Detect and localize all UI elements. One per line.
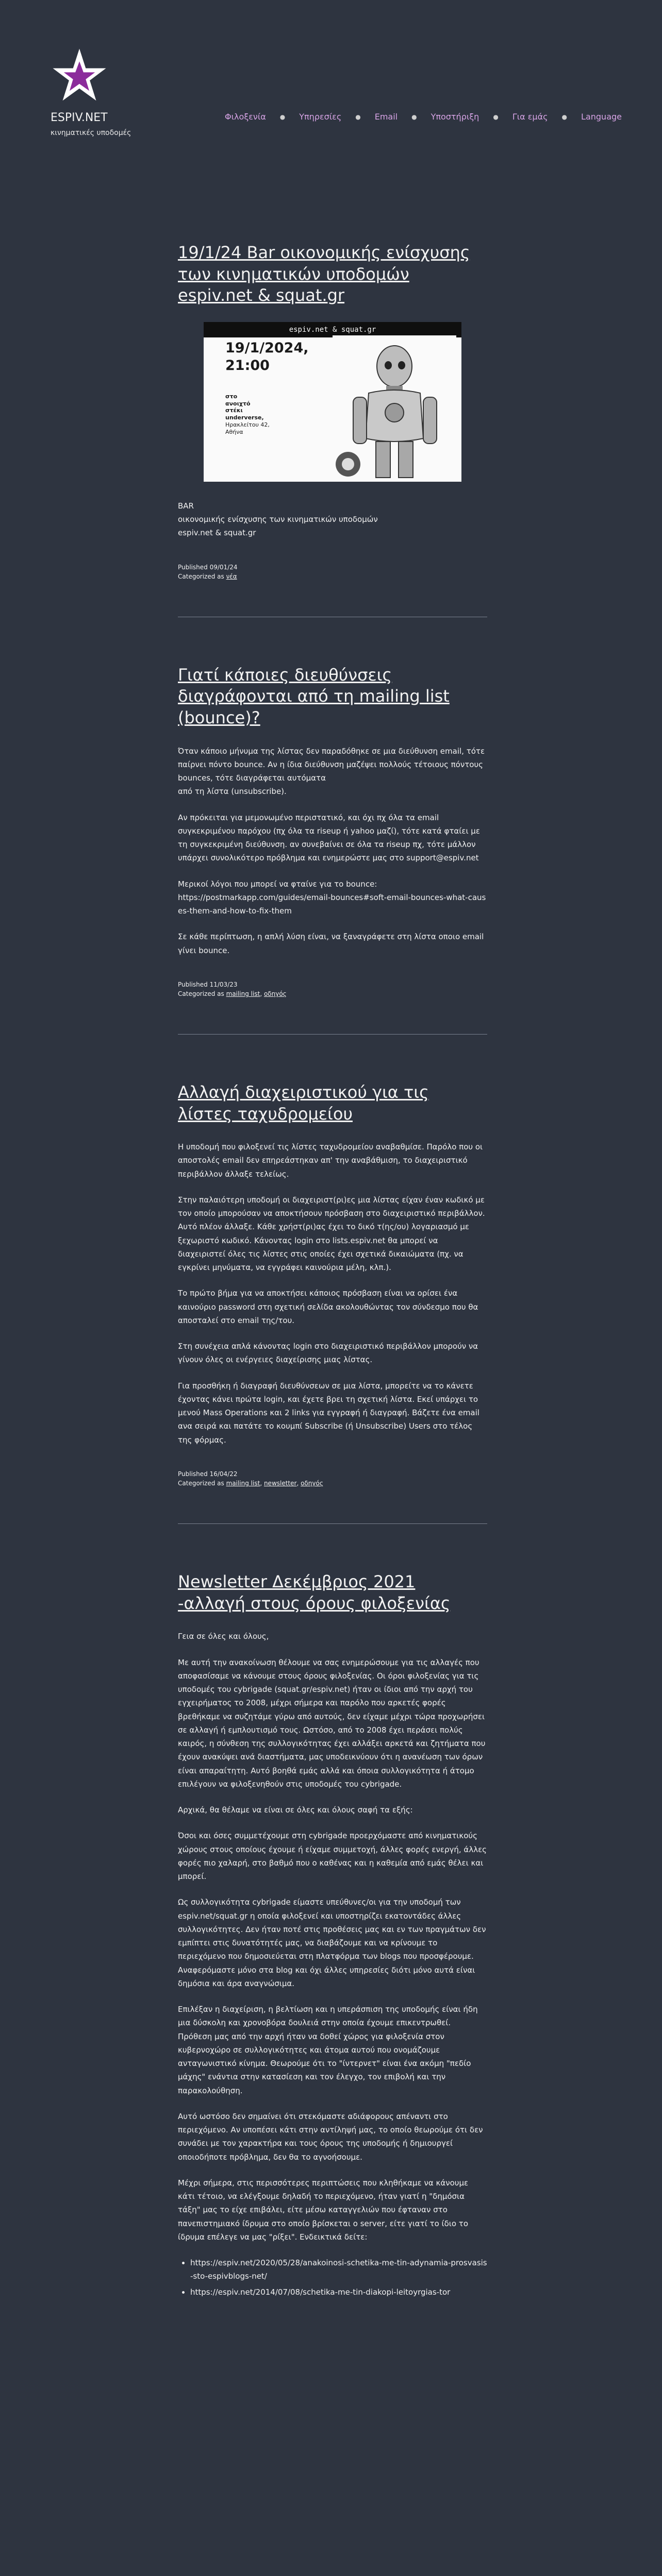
post-published-date: Published 09/01/24 [178, 563, 238, 571]
nav-separator-dot: ● [279, 113, 286, 121]
post-paragraph: Όσοι και όσες συμμετέχουμε στη cybrigade προερχόμαστε από κινηματικούς χώρους στους οποίους έχουμε ή είχαμε συμμετοχή, άλλες φορές ενεργή, άλλες φορές πιο χαλαρή, στο βαθμό που ο καθένας και η καθεμία από εμάς θέλει και μπορεί. [178, 1831, 487, 1881]
post-paragraph: Επιλέξαν η διαχείριση, η βελτίωση και η υπεράσπιση της υποδομής είναι ήδη μια δύσκολη και χρονοβόρα δουλειά στην οποία έχουμε επικεντρωθεί. Πρόθεση μας από την αρχή ήταν να δοθεί χώρος για φιλοξενία στον κυβερνοχώρο σε συλλογικότητες και άτομα αυτού που ονομάζουμε ανταγωνιστικό κίνημα. Θεωρούμε ότι το "ίντερνετ" είναι ένα ακόμη "πεδίο μάχης" ενάντια στην κατασίεση και τον έλεγχο, τον επιβολή και την παρακολούθηση. [178, 2005, 478, 2095]
bounce-guide-link[interactable]: https://postmarkapp.com/guides/email-bounces#soft-email-bounces-what-causes-them-and-how-to-fix-them [178, 892, 486, 916]
post-paragraph: Γεια σε όλες και όλους, [178, 1632, 269, 1641]
post-paragraph: BAR οικονομικής ενίσχυσης των κινηματικών υποδομών espiv.net & squat.gr [178, 501, 378, 538]
poster-detail-line: underverse, [225, 414, 264, 421]
site-header [0, 0, 662, 144]
nav-separator-dot: ● [561, 113, 568, 121]
nav-separator-dot: ● [355, 113, 361, 121]
post-divider [178, 1034, 487, 1035]
event-poster-image [204, 322, 461, 482]
list-item [190, 2256, 487, 2283]
post-paragraph: Μέχρι σήμερα, στις περισσότερες περιπτώσεις που κληθήκαμε να κάνουμε κάτι τέτοιο, να ελέγξουμε δηλαδή το περιεχόμενο, ήταν γιατί η "δημόσια τάξη" μας το είχε επιβάλει, είτε μέσω καταγγελιών που έφταναν στο πανεπιστημιακό ίδρυμα στο οποίο βρίσκεται ο server, είτε γιατί το ίδιο το ίδρυμα επέλεγε να μας "ρίξει". Ενδεικτικά δείτε: [178, 2178, 469, 2242]
poster-time: 21:00 [225, 357, 270, 374]
post [178, 242, 487, 582]
post-title-link[interactable]: Γιατί κάποιες διευθύνσεις διαγράφονται από τη mailing list (bounce)? [178, 665, 450, 727]
nav-item-email[interactable]: Email [374, 112, 398, 122]
post-title-link[interactable]: 19/1/24 Bar οικονομικής ενίσχυσης των κινηματικών υποδομών espiv.net & squat.gr [178, 243, 470, 306]
main-nav [142, 110, 622, 124]
post-title-link[interactable]: Newsletter Δεκέμβριος 2021 -αλλαγή στους όρους φιλοξενίας [178, 1572, 451, 1613]
categorized-label: Categorized as [178, 573, 224, 581]
post-paragraph: Με αυτή την ανακοίνωση θέλουμε να σας ενημερώσουμε για τις αλλαγές που αποφασίσαμε να κάνουμε στους όρους φιλοξενίας. Οι όροι φιλοξενίας για τις υποδομές του cybrigade (squat.gr/espiv.net) ήταν οι ίδιοι από την αρχή του εγχειρήματος το 2008, μέχρι σήμερα και παρόλο που αρκετές φορές βρεθήκαμε να συζητάμε γύρω από αυτούς, δεν είχαμε μέχρι τώρα προχωρήσει σε αλλαγή ή εμπλουτισμό τους. Ωστόσο, από το 2008 έχει περάσει πολύς καιρός, η σύνθεση της συλλογικότητας έχει αλλάξει αρκετά και ζητήματα που έχουν ανακύψει ανά διαστήματα, μας υποδεικνύουν ότι η ανανέωση των όρων είναι απαραίτητη. Αυτό βοηθά εμάς αλλά και όποια συλλογικότητα ή άτομο επιλέγουν να φιλοξενηθούν στις υποδομές του cybrigade. [178, 1657, 486, 1789]
post-paragraph: Ως συλλογικότητα cybrigade είμαστε υπεύθυνες/οι για την υποδομή των espiv.net/squat.gr η οποία φιλοξενεί και υποστηρίζει εκατοντάδες άλλες συλλογικότητες. Δεν ήταν ποτέ στις προθέσεις μας και εν των πραγμάτων δεν εμπίπτει στις δυνατότητές μας, να διαβάζουμε και να κρίνουμε το περιεχόμενο που δημοσιεύεται στη πλατφόρμα των blogs που προσφέρουμε. Αναφερόμαστε μόνο στα blog και όχι άλλες υπηρεσίες διότι μόνο αυτά είναι δημόσια και άρα αναγνώσιμα. [178, 1897, 486, 1988]
poster-details [225, 393, 303, 436]
post-paragraph: Για προσθήκη ή διαγραφή διευθύνσεων σε μια λίστα, μπορείτε να το κάνετε έχοντας κάνει πρώτα login, και έχετε βρει τη σχετική λίστα. Εκεί υπάρχει το μενού Mass Operations και 2 links για εγγραφή ή διαγραφή. Βάζετε ένα email ανα σειρά και πατάτε το κουμπί Subscribe (ή Unsubscribe) Users στο τέλος της φόρμας. [178, 1381, 479, 1445]
category-link[interactable]: οδηγός [301, 1480, 323, 1487]
post-paragraph: Στη συνέχεια απλά κάνοντας login στο διαχειριστικό περιβάλλον μπορούν να γίνουν όλες οι ενέργειες διαχείρισης μιας λίστας. [178, 1342, 478, 1365]
nav-separator-dot: ● [411, 113, 417, 121]
reference-link[interactable]: https://espiv.net/2020/05/28/anakoinosi-schetika-me-tin-adynamia-prosvasis-sto-espivblogs-net/ [190, 2258, 487, 2281]
poster-detail-line: Ηρακλείτου 42, [225, 421, 270, 428]
post-meta [178, 980, 487, 999]
post-paragraph: Μερικοί λόγοι που μπορεί να φταίνε για το bounce: [178, 879, 377, 889]
post-paragraph: Στην παλαιότερη υποδομή οι διαχειριστ(ρι)ες μια λίστας είχαν έναν κωδικό με τον οποίο μπορούσαν να αποκτήσουν πρόσβαση στο διαχειριστικό περιβάλλον. Αυτό πλέον άλλαξε. Κάθε χρήστ(ρι)ας έχει το δικό τ(ης/ου) λογαριασμό με ξεχωριστό κωδικό. Κάνοντας login στο lists.espiv.net θα μπορεί να διαχειριστεί όλες τις λίστες στις οποίες έχει σχετικά δικαιώματα (πχ. να εγκρίνει μηνύματα, να εγγράφει καινούρια μέλη, κλπ.). [178, 1195, 485, 1273]
post-meta [178, 563, 487, 582]
post-divider [178, 1523, 487, 1524]
category-link[interactable]: οδηγός [263, 990, 287, 998]
reference-link[interactable]: https://espiv.net/2014/07/08/schetika-me-tin-diakopi-leitoyrgias-tor [190, 2287, 451, 2297]
post-paragraph: Αρχικά, θα θέλαμε να είναι σε όλες και όλους σαφή τα εξής: [178, 1805, 413, 1815]
post-categories [178, 572, 487, 582]
nav-item-services[interactable]: Υπηρεσίες [299, 112, 342, 122]
categorized-label: Categorized as [178, 990, 224, 998]
nav-item-language[interactable]: Language [581, 112, 622, 122]
post-title-link[interactable]: Αλλαγή διαχειριστικού για τις λίστες ταχυδρομείου [178, 1082, 429, 1124]
category-link[interactable]: newsletter [263, 1480, 297, 1487]
nav-separator-dot: ● [493, 113, 499, 121]
poster-date: 19/1/2024, [225, 340, 309, 356]
post-categories: Categorized as mailing list, newsletter, οδηγός [178, 1480, 323, 1487]
poster-detail-line: στέκι [225, 407, 243, 414]
post-published-date: Published 11/03/23 [178, 980, 238, 988]
site-description: κινηματικές υποδομές [51, 129, 131, 137]
site-title[interactable]: ESPIV.NET [51, 111, 108, 124]
post [178, 665, 487, 999]
post-paragraph: Όταν κάποιο μήνυμα της λίστας δεν παραδόθηκε σε μια διεύθυνση email, τότε παίρνει πόντο bounce. Αν η ίδια διεύθυνση μαζέψει πολλούς τέτοιους πόντους bounces, τότε διαγράφεται αυτόματα από τη λίστα (unsubscribe). [178, 746, 485, 796]
robot-illustration-icon [333, 335, 456, 482]
post-published-date: Published 16/04/22 [178, 1470, 238, 1478]
post-paragraph: Η υποδομή που φιλοξενεί τις λίστες ταχυδρομείου αναβαθμίσε. Παρόλο που οι αποστολές email δεν επηρεάστηκαν απ' την αναβάθμιση, το διαχειριστικό περιβάλλον άλλαξε τελείως. [178, 1142, 483, 1179]
link-list [178, 2256, 487, 2299]
category-link[interactable]: mailing list [226, 990, 260, 998]
post-meta [178, 1469, 487, 1488]
post-paragraph: Αυτό ωστόσο δεν σημαίνει ότι στεκόμαστε αδιάφορους απέναντι στο περιεχόμενο. Αν υποπέσει κάτι στην αντίληψή μας, το οποίο θεωρούμε ότι δεν συνάδει με τον χαρακτήρα και τους όρους της υποδομής ή δημιουργεί οποιοδήποτε πρόβλημα, δεν θα το αγνοήσουμε. [178, 2111, 483, 2162]
poster-detail-line: Αθήνα [225, 428, 243, 435]
list-item [190, 2285, 487, 2299]
post-categories: Categorized as mailing list, οδηγός [178, 990, 287, 998]
post [178, 1571, 487, 2299]
post-paragraph: Σε κάθε περίπτωση, η απλή λύση είναι, να ξαναγράφετε στη λίστα οποιο email γίνει bounce. [178, 932, 484, 955]
star-logo-icon[interactable] [51, 46, 108, 104]
post-paragraph [178, 891, 487, 918]
nav-item-hosting[interactable]: Φιλοξενία [225, 112, 266, 122]
post-paragraph: Το πρώτο βήμα για να αποκτήσει κάποιος πρόσβαση είναι να ορίσει ένα καινούριο password στη σχετική σελίδα ακολουθώντας τον σύνδεσμο που θα αποσταλεί στο email της/του. [178, 1289, 478, 1325]
category-link[interactable]: νέα [226, 573, 237, 581]
post [178, 1082, 487, 1488]
categorized-label: Categorized as [178, 1480, 224, 1487]
poster-header: espiv.net & squat.gr [204, 322, 461, 337]
category-link[interactable]: mailing list [226, 1480, 260, 1487]
poster-detail-line: ανοιχτό [225, 400, 251, 407]
poster-detail-line: στο [225, 393, 238, 400]
nav-item-about[interactable]: Για εμάς [512, 112, 548, 122]
post-list [178, 242, 487, 2311]
nav-item-support[interactable]: Υποστήριξη [431, 112, 479, 122]
post-paragraph: Αν πρόκειται για μεμονωμένο περιστατικό, και όχι πχ όλα τα email συγκεκριμένου παρόχου (πχ όλα τα riseup ή yahoo μαζί), τότε κατά φταίει με τη συγκεκριμένη διεύθυνση. αν συνεβαίνει σε όλα τα riseup πχ, τότε μάλλον υπάρχει συνολικότερο πρόβλημα και ενημερώστε μας στο support@espiv.net [178, 812, 480, 863]
